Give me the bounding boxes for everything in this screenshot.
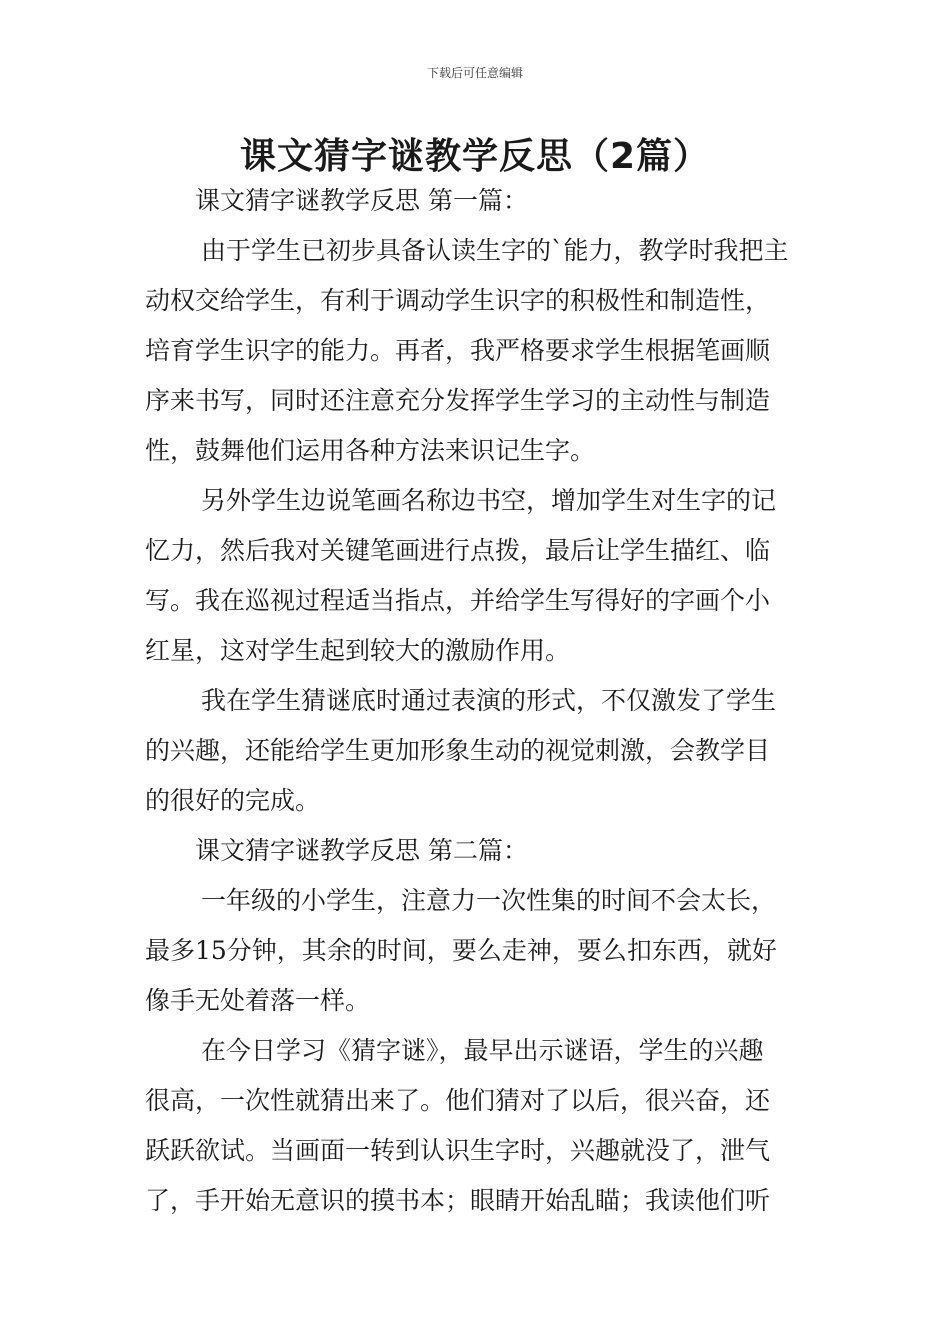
text-line: 的很好的完成。	[145, 786, 321, 815]
text-line: 最多15分钟，其余的时间，要么走神，要么扣东西，就好	[145, 936, 777, 965]
body-text	[145, 181, 815, 1231]
text-line: 另外学生边说笔画名称边书空，增加学生对生字的记	[201, 486, 777, 515]
text-line: 动权交给学生，有利于调动学生识字的积极性和制造性，	[145, 286, 771, 315]
text-line: 红星，这对学生起到较大的激励作用。	[145, 636, 571, 665]
text-line: 写。我在巡视过程适当指点，并给学生写得好的字画个小	[145, 586, 771, 615]
text-line: 由于学生已初步具备认读生字的`能力，教学时我把主	[201, 236, 789, 265]
text-line: 在今日学习《猜字谜》，最早出示谜语，学生的兴趣	[201, 1036, 764, 1065]
text-line: 序来书写，同时还注意充分发挥学生学习的主动性与制造	[145, 386, 771, 415]
text-line: 像手无处着落一样。	[145, 986, 371, 1015]
text-line: 一年级的小学生，注意力一次性集的时间不会太长，	[201, 886, 777, 915]
text-line: 了，手开始无意识的摸书本；眼睛开始乱瞄；我读他们听	[145, 1186, 771, 1215]
text-line: 我在学生猜谜底时通过表演的形式，不仅激发了学生	[201, 686, 777, 715]
text-line: 很高，一次性就猜出来了。他们猜对了以后，很兴奋，还	[145, 1086, 771, 1115]
text-line: 培育学生识字的能力。再者，我严格要求学生根据笔画顺	[145, 336, 771, 365]
text-line: 忆力，然后我对关键笔画进行点拨，最后让学生描红、临	[145, 536, 771, 565]
text-line: 课文猜字谜教学反思 第二篇：	[195, 836, 528, 865]
text-line: 课文猜字谜教学反思 第一篇：	[195, 186, 528, 215]
text-line: 性，鼓舞他们运用各种方法来识记生字。	[145, 436, 596, 465]
text-line: 的兴趣，还能给学生更加形象生动的视觉刺激，会教学目	[145, 736, 771, 765]
text-line: 跃跃欲试。当画面一转到认识生字时，兴趣就没了，泄气	[145, 1136, 771, 1165]
document-title: 课文猜字谜教学反思（2篇）	[239, 136, 711, 177]
header-note: 下载后可任意编辑	[426, 66, 523, 80]
